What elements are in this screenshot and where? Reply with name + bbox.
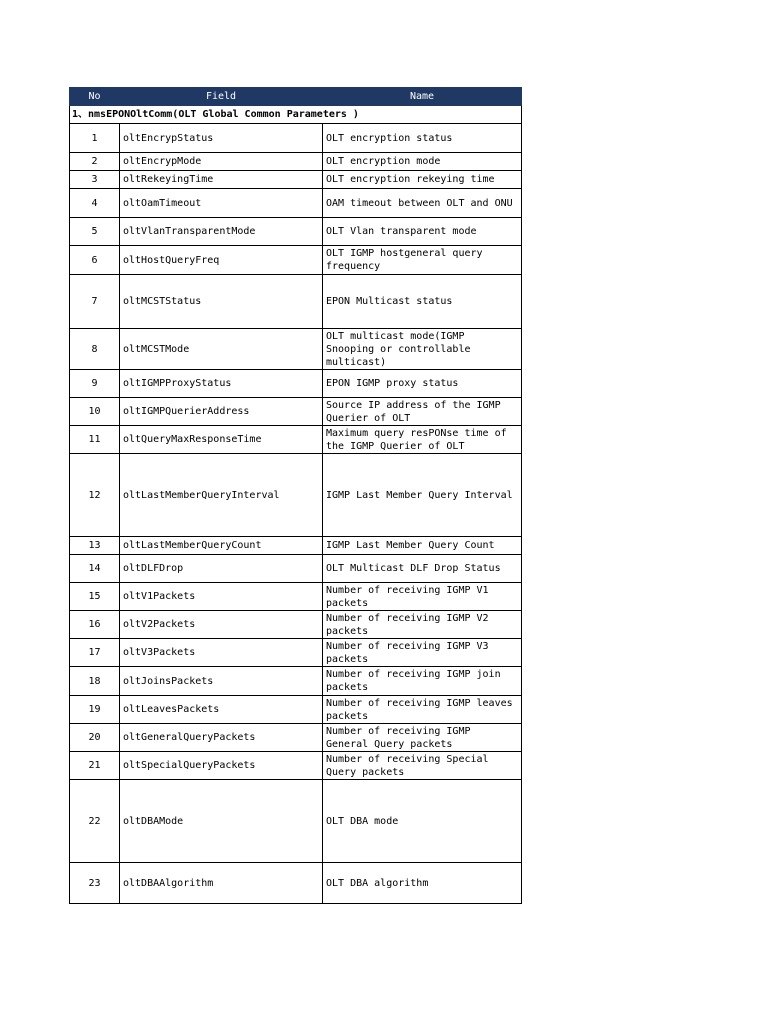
- row-no: 18: [70, 667, 120, 696]
- row-no: 3: [70, 171, 120, 189]
- row-name: OLT IGMP hostgeneral query frequency: [323, 246, 522, 275]
- table-row: [70, 863, 522, 904]
- row-no: 5: [70, 218, 120, 246]
- row-field: oltSpecialQueryPackets: [120, 752, 323, 780]
- row-no: 16: [70, 611, 120, 639]
- row-name: OLT multicast mode(IGMP Snooping or controllable multicast): [323, 329, 522, 370]
- table-row: [70, 398, 522, 426]
- header-no: No: [70, 88, 120, 106]
- table-row: [70, 275, 522, 329]
- row-name: OLT Multicast DLF Drop Status: [323, 555, 522, 583]
- row-name: OLT Vlan transparent mode: [323, 218, 522, 246]
- row-field: oltQueryMaxResponseTime: [120, 426, 323, 454]
- row-name: OLT encryption mode: [323, 153, 522, 171]
- row-no: 1: [70, 124, 120, 153]
- row-field: oltMCSTMode: [120, 329, 323, 370]
- table-row: [70, 780, 522, 863]
- row-no: 9: [70, 370, 120, 398]
- table-row: [70, 426, 522, 454]
- table-row: [70, 454, 522, 537]
- row-field: oltV2Packets: [120, 611, 323, 639]
- row-no: 15: [70, 583, 120, 611]
- row-no: 12: [70, 454, 120, 537]
- row-field: oltDLFDrop: [120, 555, 323, 583]
- row-no: 22: [70, 780, 120, 863]
- table-row: [70, 752, 522, 780]
- row-name: IGMP Last Member Query Count: [323, 537, 522, 555]
- row-no: 14: [70, 555, 120, 583]
- row-no: 17: [70, 639, 120, 667]
- row-name: Number of receiving IGMP General Query packets: [323, 724, 522, 752]
- table-row: [70, 218, 522, 246]
- row-field: oltGeneralQueryPackets: [120, 724, 323, 752]
- table-row: [70, 189, 522, 218]
- table-row: [70, 153, 522, 171]
- table-row: [70, 171, 522, 189]
- row-field: oltVlanTransparentMode: [120, 218, 323, 246]
- row-field: oltEncrypMode: [120, 153, 323, 171]
- row-no: 21: [70, 752, 120, 780]
- row-field: oltIGMPQuerierAddress: [120, 398, 323, 426]
- header-field: Field: [120, 88, 323, 106]
- row-field: oltV1Packets: [120, 583, 323, 611]
- table-row: [70, 611, 522, 639]
- table-row: [70, 696, 522, 724]
- table-row: [70, 724, 522, 752]
- row-no: 2: [70, 153, 120, 171]
- row-name: OLT encryption rekeying time: [323, 171, 522, 189]
- row-name: IGMP Last Member Query Interval: [323, 454, 522, 537]
- row-field: oltDBAMode: [120, 780, 323, 863]
- row-name: OLT DBA algorithm: [323, 863, 522, 904]
- row-field: oltEncrypStatus: [120, 124, 323, 153]
- row-name: Number of receiving IGMP V1 packets: [323, 583, 522, 611]
- row-name: EPON IGMP proxy status: [323, 370, 522, 398]
- row-field: oltV3Packets: [120, 639, 323, 667]
- table-row: [70, 583, 522, 611]
- row-name: OLT DBA mode: [323, 780, 522, 863]
- table-row: [70, 639, 522, 667]
- table-row: [70, 537, 522, 555]
- row-name: Number of receiving IGMP V3 packets: [323, 639, 522, 667]
- row-field: oltLeavesPackets: [120, 696, 323, 724]
- row-field: oltIGMPProxyStatus: [120, 370, 323, 398]
- parameter-table: [69, 87, 522, 904]
- table-row: [70, 329, 522, 370]
- row-field: oltLastMemberQueryInterval: [120, 454, 323, 537]
- row-field: oltHostQueryFreq: [120, 246, 323, 275]
- row-field: oltMCSTStatus: [120, 275, 323, 329]
- row-name: Maximum query resPONse time of the IGMP Querier of OLT: [323, 426, 522, 454]
- row-field: oltJoinsPackets: [120, 667, 323, 696]
- row-name: EPON Multicast status: [323, 275, 522, 329]
- row-field: oltLastMemberQueryCount: [120, 537, 323, 555]
- row-no: 6: [70, 246, 120, 275]
- table-row: [70, 370, 522, 398]
- table-row: [70, 246, 522, 275]
- row-no: 11: [70, 426, 120, 454]
- row-no: 23: [70, 863, 120, 904]
- row-no: 4: [70, 189, 120, 218]
- row-field: oltDBAAlgorithm: [120, 863, 323, 904]
- table-row: [70, 667, 522, 696]
- row-no: 7: [70, 275, 120, 329]
- row-name: Number of receiving IGMP leaves packets: [323, 696, 522, 724]
- row-name: Number of receiving IGMP V2 packets: [323, 611, 522, 639]
- table-row: [70, 555, 522, 583]
- section-title: 1、nmsEPONOltComm(OLT Global Common Parameters ): [70, 106, 522, 124]
- row-no: 19: [70, 696, 120, 724]
- row-no: 13: [70, 537, 120, 555]
- section-row: [70, 106, 522, 124]
- row-name: Number of receiving IGMP join packets: [323, 667, 522, 696]
- row-name: Number of receiving Special Query packets: [323, 752, 522, 780]
- row-name: OLT encryption status: [323, 124, 522, 153]
- row-no: 10: [70, 398, 120, 426]
- row-no: 20: [70, 724, 120, 752]
- table-row: [70, 124, 522, 153]
- header-name: Name: [323, 88, 522, 106]
- row-no: 8: [70, 329, 120, 370]
- row-name: OAM timeout between OLT and ONU: [323, 189, 522, 218]
- row-name: Source IP address of the IGMP Querier of OLT: [323, 398, 522, 426]
- header-row: [70, 88, 522, 106]
- row-field: oltOamTimeout: [120, 189, 323, 218]
- row-field: oltRekeyingTime: [120, 171, 323, 189]
